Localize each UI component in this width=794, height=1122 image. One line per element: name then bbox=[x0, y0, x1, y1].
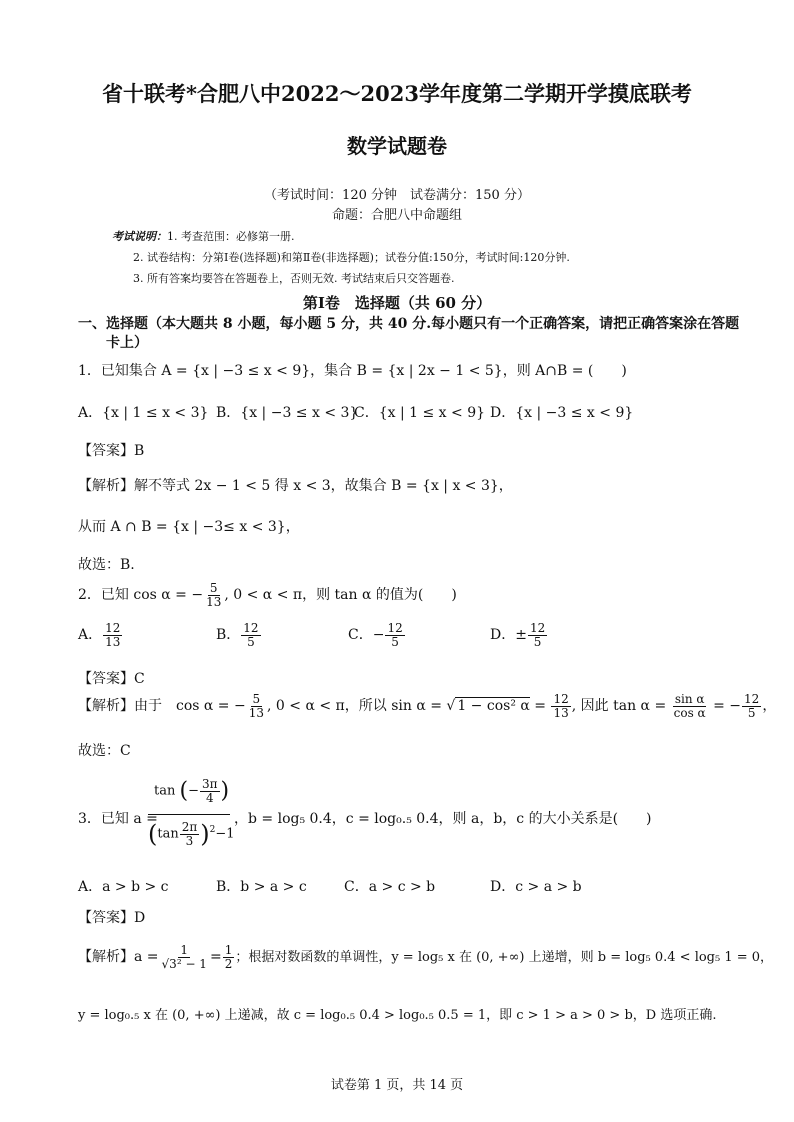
q3-tan-denominator: (tan $\frac{2\pi}{3}$ )$^2$−1 bbox=[148, 819, 235, 848]
q3-a-expression bbox=[148, 770, 235, 860]
q2-option-a: A． $\frac{12}{13}$ bbox=[78, 621, 121, 649]
exam-subtitle: 数学试题卷 bbox=[347, 134, 447, 158]
q3-main-fraction-bar bbox=[148, 814, 230, 815]
q1-analysis-2: 从而 A ∩ B = {x | −3≤ x < 3}， bbox=[78, 519, 300, 535]
q3-option-d: D．c > a > b bbox=[490, 879, 582, 895]
notes-item-2: 2. 试卷结构：分第Ⅰ卷(选择题)和第Ⅱ卷(非选择题)；试卷分值:150分，考试时间:120分钟. bbox=[133, 251, 570, 264]
q3-label: 3．已知 a = bbox=[78, 811, 158, 827]
q2-fraction: $\frac{5}{13}$ bbox=[206, 581, 222, 609]
q2-analysis-end: 故选：C bbox=[78, 743, 131, 759]
exam-author: 命题：合肥八中命题组 bbox=[331, 208, 462, 223]
section-instruction-1: 一、选择题（本大题共 8 小题，每小题 5 分，共 40 分.每小题只有一个正确答案，请把正确答案涂在答题 bbox=[78, 316, 740, 332]
exam-title: 省十联考*合肥八中2022～2023学年度第二学期开学摸底联考 bbox=[102, 81, 692, 106]
section-title: 第Ⅰ卷 选择题（共 60 分） bbox=[302, 294, 492, 312]
q1-analysis-1: 【解析】解不等式 2x − 1 < 5 得 x < 3，故集合 B = {x | x < 3}， bbox=[78, 478, 513, 494]
q3-analysis-2: y = log₀.₅ x 在 (0, +∞) 上递减，故 c = log₀.₅ 0.4 > log₀.₅ 0.5 = 1，即 c > 1 > a > 0 > b，D 选项正确. bbox=[78, 1008, 717, 1023]
q2-analysis: 【解析】由于 cos α = − $\frac{5}{13}$ , 0 < α < π，所以 sin α = √ 1 − cos² α = $\frac{12}{13}$ , 因此 tan α = $\frac{\text{sin α}}{\text{cos α}}$ = − $\frac{12}{5}$ ， bbox=[78, 692, 777, 720]
section-instruction-2: 卡上） bbox=[106, 335, 148, 351]
q1-option-b: B．{x | −3 ≤ x < 3} bbox=[216, 405, 359, 421]
page-footer: 试卷第 1 页，共 14 页 bbox=[330, 1078, 464, 1093]
q2-stem: 2．已知 cos α = − $\frac{5}{13}$ , 0 < α < π，则 tan α 的值为( ) bbox=[78, 581, 457, 609]
notes-label: 考试说明： bbox=[112, 230, 167, 243]
q3-stem-rest: ，b = log₅ 0.4，c = log₀.₅ 0.4，则 a，b，c 的大小关系是( ) bbox=[234, 811, 652, 827]
q3-option-b: B．b > a > c bbox=[216, 879, 307, 895]
q3-analysis: 【解析】a = $\frac{1}{\text{√3² − 1}}$ = $\frac{1}{2}$ ；根据对数函数的单调性，y = log₅ x 在 (0, +∞) 上递增，则 b = log₅ 0.4 < log₅ 1 = 0， bbox=[78, 943, 774, 971]
notes-item-3: 3. 所有答案均要答在答题卷上，否则无效. 考试结束后只交答题卷. bbox=[133, 272, 455, 285]
q1-analysis-3: 故选：B. bbox=[78, 557, 135, 573]
q2-option-d: D．± $\frac{12}{5}$ bbox=[490, 621, 546, 649]
q3-option-c: C．a > c > b bbox=[344, 879, 436, 895]
q1-answer: 【答案】B bbox=[78, 443, 145, 459]
q3-answer: 【答案】D bbox=[78, 910, 146, 926]
q1-option-c: C．{x | 1 ≤ x < 9} bbox=[354, 405, 486, 421]
q1-option-d: D．{x | −3 ≤ x < 9} bbox=[490, 405, 634, 421]
exam-time-info: （考试时间：120 分钟 试卷满分：150 分） bbox=[264, 188, 530, 203]
exam-notes bbox=[112, 228, 295, 244]
q2-answer: 【答案】C bbox=[78, 671, 145, 687]
q2-option-c: C．− $\frac{12}{5}$ bbox=[348, 621, 403, 649]
q2-option-b: B． $\frac{12}{5}$ bbox=[216, 621, 259, 649]
q3-tan-numerator: tan (− $\frac{3\pi}{4}$ ) bbox=[154, 777, 230, 805]
q1-option-a: A．{x | 1 ≤ x < 3} bbox=[78, 405, 209, 421]
q1-stem: 1．已知集合 A = {x | −3 ≤ x < 9}，集合 B = {x | 2x − 1 < 5}，则 A∩B = ( ) bbox=[78, 363, 627, 379]
notes-item-1: 1. 考查范围：必修第一册. bbox=[167, 230, 295, 243]
q3-option-a: A．a > b > c bbox=[78, 879, 169, 895]
